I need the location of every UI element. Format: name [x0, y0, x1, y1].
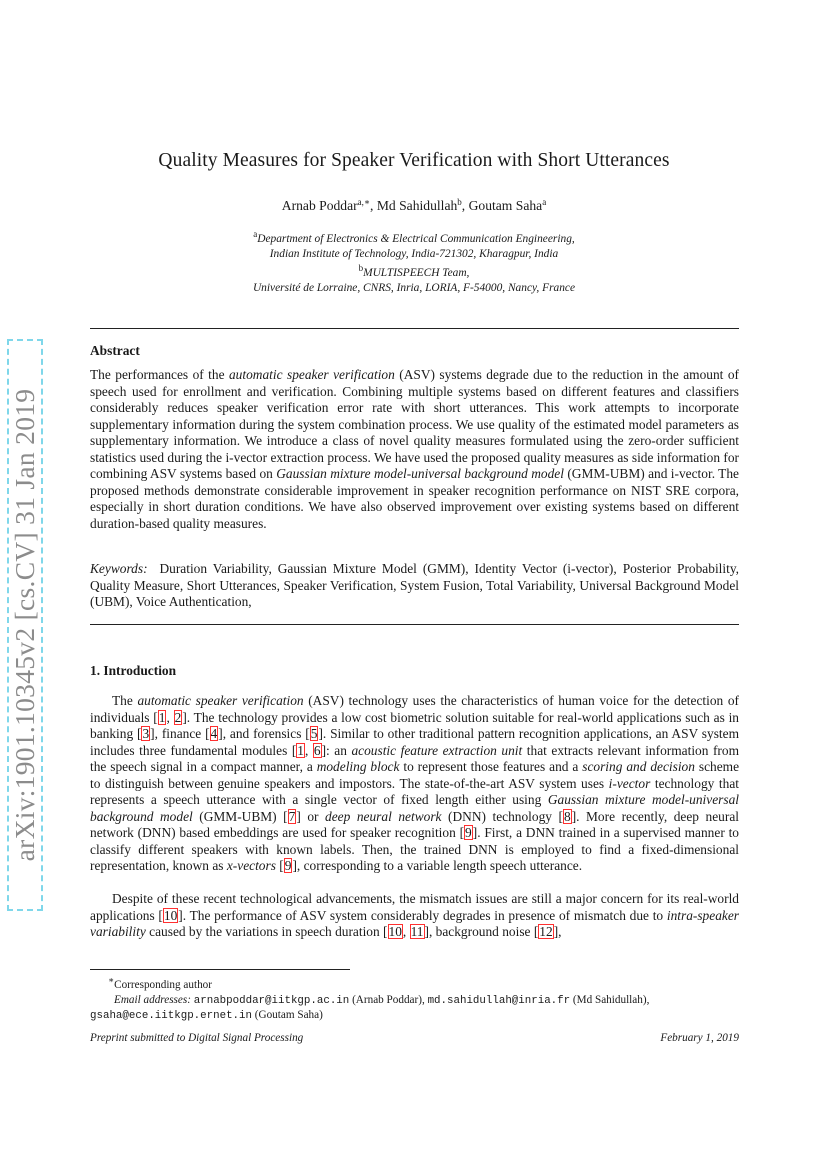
affiliation-line: $^b$MULTISPEECH Team,: [358, 263, 470, 280]
author-superscript: a: [542, 197, 547, 207]
citation-link[interactable]: 11: [410, 924, 424, 940]
affiliation-superscript: a: [253, 229, 258, 239]
email-link[interactable]: md.sahidullah@inria.fr: [427, 994, 571, 1007]
affiliations: [0, 227, 828, 295]
author-superscript: a,∗: [357, 197, 371, 207]
author-name: Goutam Saha: [468, 198, 543, 213]
author-name: Arnab Poddar: [281, 198, 358, 213]
citation-link[interactable]: 10: [388, 924, 402, 940]
affiliation-line: Indian Institute of Technology, India-721302, Kharagpur, India: [269, 247, 559, 260]
abstract-text: The performances of the automatic speaker verification (ASV) systems degrade due to the reduction in the amount of speech used for enrollment and verification. Combining multiple systems based on different features and classifiers considerably reduces speaker verification error rate with short utterances. This work attempts to incorporate supplementary information during the system combination process. We use quality of the estimated model parameters as supplementary information. We introduce a class of novel quality measures formulated using the zero-order sufficient statistics used during the i-vector extraction process. We have used the proposed quality measures as side information for combining ASV systems based on Gaussian mixture model-universal background model (GMM-UBM) and i-vector. The proposed methods demonstrate considerable improvement in speaker recognition performance on NIST SRE corpora, especially in short duration conditions. We have also observed improvement over existing systems based on different duration-based quality measures.: [90, 367, 739, 531]
paper-title: Quality Measures for Speaker Verification with Short Utterances: [158, 150, 670, 171]
citation-link[interactable]: 1: [297, 742, 304, 758]
citation-link[interactable]: 4: [210, 726, 218, 742]
footnote-rule: [90, 969, 350, 970]
citation-link[interactable]: 1: [158, 709, 166, 725]
keywords-list: Duration Variability, Gaussian Mixture Model (GMM), Identity Vector (i-vector), Posterior Probability, Quality Measure, Short Utterances, Speaker Verification, System Fusion, Total Variability, Universal Background Model (UBM), Voice Authentication,: [90, 561, 740, 610]
citation-link[interactable]: 2: [174, 709, 182, 725]
email-label: Email addresses:: [114, 993, 191, 1006]
author-name: Md Sahidullah: [376, 198, 458, 213]
footnote-emails-cont: gsaha@ece.iitkgp.ernet.in (Goutam Saha): [90, 1009, 323, 1023]
author-list: Arnab Poddar$^{a,∗}$, Md Sahidullah$^b$, Goutam Saha$^a$: [281, 197, 547, 213]
citation-link[interactable]: 3: [142, 726, 150, 742]
keywords: [90, 561, 739, 611]
citation-link[interactable]: 9: [465, 825, 472, 841]
citation-link[interactable]: 10: [163, 907, 178, 923]
footnote: [90, 973, 739, 1024]
email-link[interactable]: gsaha@ece.iitkgp.ernet.in: [90, 1010, 252, 1023]
arxiv-stamp: [7, 339, 43, 911]
citation-link[interactable]: 12: [539, 924, 553, 940]
author-superscript: b: [457, 197, 462, 207]
abstract-top-rule: [90, 328, 739, 329]
citation-link[interactable]: 7: [288, 808, 296, 824]
affiliation-line: Université de Lorraine, CNRS, Inria, LORIA, F-54000, Nancy, France: [252, 281, 576, 294]
footnote-corresponding: ∗Corresponding author: [108, 975, 212, 991]
preprint-note: Preprint submitted to Digital Signal Processing: [90, 1032, 304, 1044]
citation-link[interactable]: 9: [284, 858, 292, 874]
citation-link[interactable]: 8: [563, 808, 571, 824]
intro-paragraph: Despite of these recent technological advancements, the mismatch issues are still a major concern for its real-world applications [10]. The performance of ASV system considerably degrades in presence of mismatch due to intra-speaker variability caused by the variations in speech duration [10, 11], background noise [12],: [90, 891, 739, 940]
affiliation-superscript: b: [358, 263, 364, 274]
footnote-mark: ∗: [108, 975, 115, 985]
citation-link[interactable]: 5: [310, 726, 318, 742]
keywords-label: Keywords:: [90, 561, 148, 576]
citation-link[interactable]: 6: [313, 742, 321, 758]
abstract-heading: Abstract: [90, 343, 140, 358]
section-heading: 1. Introduction: [90, 663, 177, 678]
intro-paragraph: The automatic speaker verification (ASV) technology uses the characteristics of human voice for the detection of individuals [1, 2]. The technology provides a low cost biometric solution suitable for real-world applications such as in banking [3], finance [4], and forensics [5]. Similar to other traditional pattern recognition applications, an ASV system includes three fundamental modules [1, 6]: an acoustic feature extraction unit that extracts relevant information from the speech signal in a compact manner, a modeling block to represent those features and a scoring and decision scheme to distinguish between genuine speakers and impostors. The state-of-the-art ASV system uses i-vector technology that represents a speech utterance with a single vector of fixed length either using Gaussian mixture model-universal background model (GMM-UBM) [7] or deep neural network (DNN) technology [8]. More recently, deep neural network (DNN) based embeddings are used for speaker recognition [9]. First, a DNN trained in a supervised manner to classify different speakers with known labels. Then, the trained DNN is employed to find a fixed-dimensional representation, known as x-vectors [9], corresponding to a variable length speech utterance.: [90, 693, 740, 874]
arxiv-identifier[interactable]: arXiv:1901.10345v2 [cs.CV] 31 Jan 2019: [9, 388, 40, 862]
affiliation-line: $^a$Department of Electronics & Electrical Communication Engineering,: [253, 229, 575, 245]
abstract-bottom-rule: [90, 624, 739, 625]
preprint-date: February 1, 2019: [660, 1032, 739, 1044]
email-link[interactable]: arnabpoddar@iitkgp.ac.in: [193, 994, 350, 1007]
footnote-emails: Email addresses: arnabpoddar@iitkgp.ac.in (Arnab Poddar), md.sahidullah@inria.fr (Md Sahidullah),: [114, 993, 650, 1007]
